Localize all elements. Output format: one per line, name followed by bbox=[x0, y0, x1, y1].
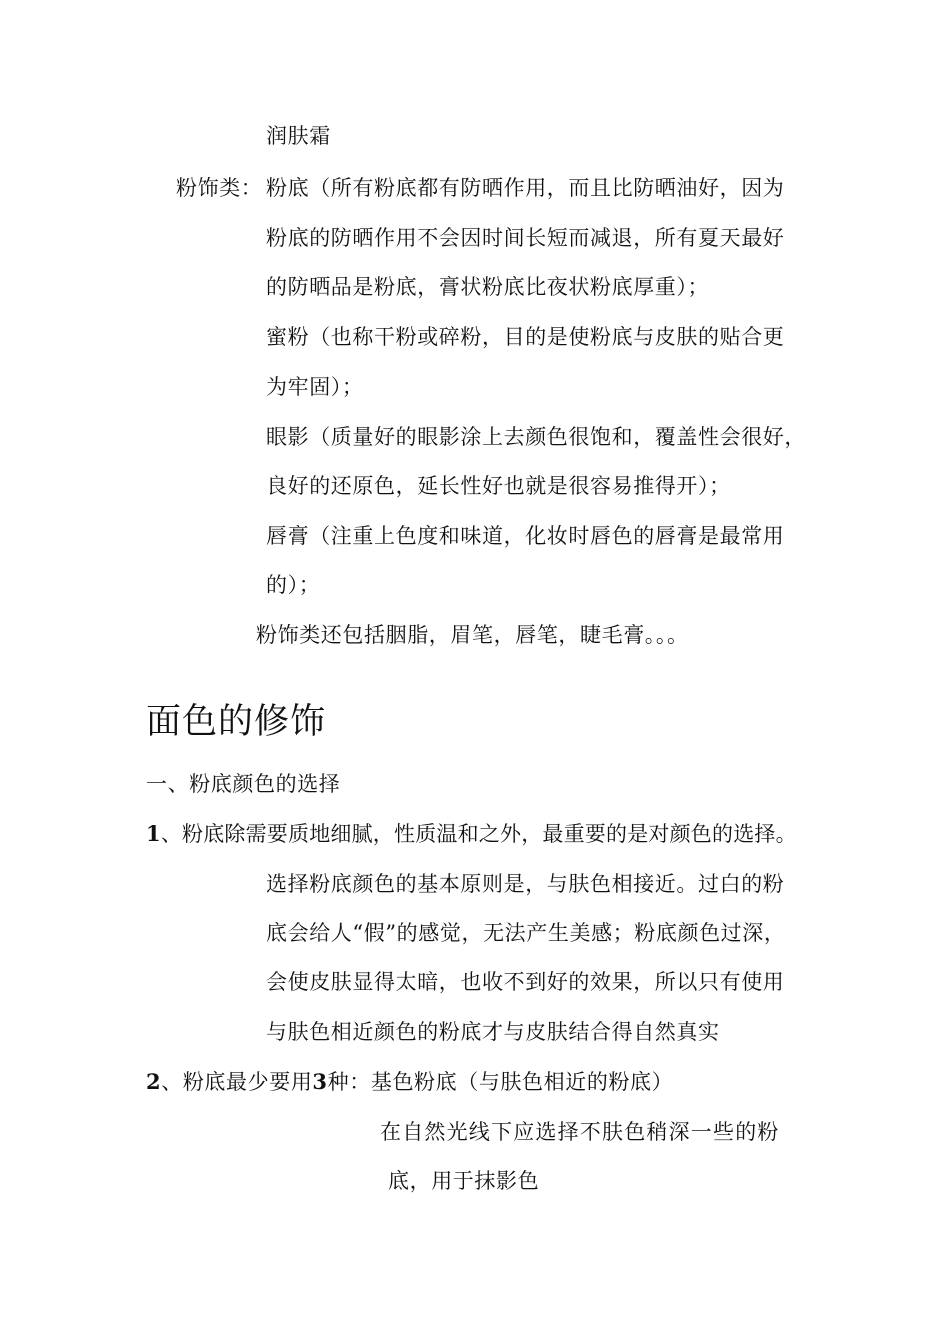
makeup-category-label: 粉饰类： bbox=[176, 176, 263, 200]
item-1-line: 与肤色相近颜色的粉底才与皮肤结合得自然真实 bbox=[266, 1020, 720, 1044]
powder-description-line: 蜜粉（也称干粉或碎粉，目的是使粉底与皮肤的贴合更 bbox=[266, 325, 785, 349]
eyeshadow-description-line: 良好的还原色，延长性好也就是很容易推得开）； bbox=[266, 474, 731, 498]
item-1-line bbox=[146, 820, 797, 848]
powder-description-line: 为牢固）； bbox=[266, 375, 364, 399]
item-2-line: 在自然光线下应选择不肤色稍深一些的粉 bbox=[380, 1120, 780, 1144]
item-1-text: 、粉底除需要质地细腻，性质温和之外，最重要的是对颜色的选择。 bbox=[160, 822, 797, 846]
moisturizer-text: 润肤霜 bbox=[266, 124, 331, 148]
item-1-number: 1 bbox=[146, 821, 161, 846]
foundation-description-line: 粉底（所有粉底都有防晒作用，而且比防晒油好，因为 bbox=[266, 176, 785, 200]
eyeshadow-description-line: 眼影（质量好的眼影涂上去颜色很饱和，覆盖性会很好， bbox=[266, 425, 806, 449]
foundation-description-line: 的防晒品是粉底，膏状粉底比夜状粉底厚重）； bbox=[266, 275, 710, 299]
item-1-line: 选择粉底颜色的基本原则是，与肤色相接近。过白的粉 bbox=[266, 872, 785, 896]
item-2-count: 3 bbox=[312, 1069, 328, 1094]
sub-heading: 一、粉底颜色的选择 bbox=[146, 772, 341, 796]
lipstick-description-line: 唇膏（注重上色度和味道，化妆时唇色的唇膏是最常用 bbox=[266, 524, 785, 548]
other-makeup-line: 粉饰类还包括胭脂，眉笔，唇笔，睫毛膏。。。 bbox=[256, 623, 689, 647]
item-2-text: 、粉底最少要用 bbox=[161, 1070, 313, 1094]
item-2-number: 2 bbox=[146, 1069, 162, 1094]
item-2-line: 底，用于抹影色 bbox=[388, 1169, 540, 1193]
foundation-description-line: 粉底的防晒作用不会因时间长短而减退，所有夏天最好 bbox=[266, 226, 785, 250]
item-1-line: 底会给人“假”的感觉，无法产生美感；粉底颜色过深， bbox=[266, 921, 786, 945]
item-1-line: 会使皮肤显得太暗，也收不到好的效果，所以只有使用 bbox=[266, 970, 785, 994]
item-2-text: 种：基色粉底（与肤色相近的粉底） bbox=[327, 1070, 674, 1094]
item-2-line bbox=[146, 1068, 673, 1096]
lipstick-description-line: 的）； bbox=[266, 573, 321, 597]
section-title: 面色的修饰 bbox=[146, 702, 327, 742]
